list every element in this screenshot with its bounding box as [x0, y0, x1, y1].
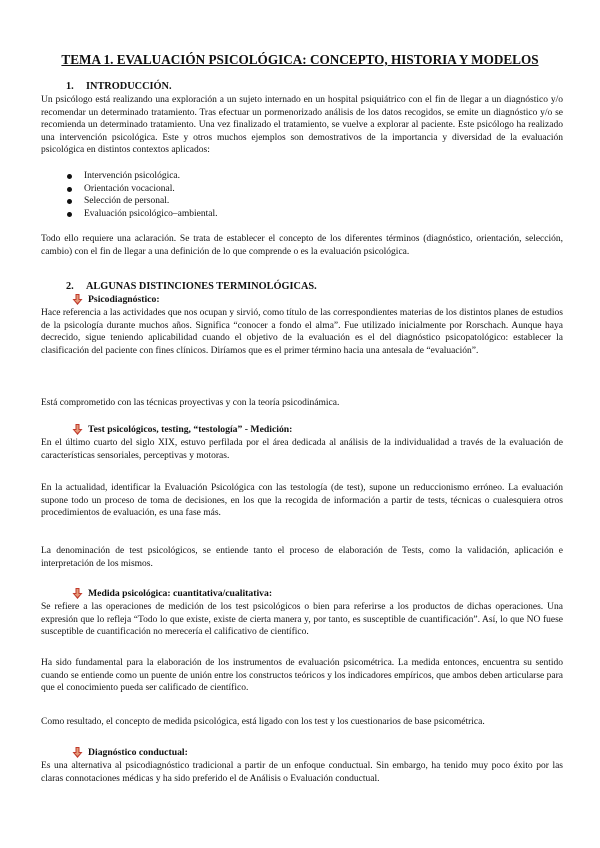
arrow-bullet-icon	[72, 424, 83, 435]
bullet-icon	[67, 212, 72, 217]
page-title: TEMA 1. EVALUACIÓN PSICOLÓGICA: CONCEPTO, HISTORIA Y MODELOS	[61, 52, 539, 67]
arrow-bullet-icon	[72, 747, 83, 758]
section-number: 2.	[66, 281, 74, 292]
applied-contexts-list	[66, 170, 218, 220]
arrow-bullet-icon	[72, 588, 83, 599]
bullet-icon	[67, 187, 72, 192]
section-heading-text: INTRODUCCIÓN.	[86, 81, 172, 92]
medida-paragraph-2: Ha sido fundamental para la elaboración de los instrumentos de evaluación psicométrica. La medida entonces, encuentra su sentido cuando se entiende como un puente de unión entre los constructos teóricos y los indicadores empíricos, que ambos deben articularse para que el conocimiento pueda ser calificado de científico.	[41, 658, 563, 694]
list-item: Intervención psicológica.	[66, 170, 218, 183]
list-item: Orientación vocacional.	[66, 183, 218, 196]
psicodiagnostico-paragraph-2: Está comprometido con las técnicas proyectivas y con la teoría psicodinámica.	[41, 398, 340, 408]
subheading-psicodiagnostico: Psicodiagnóstico:	[72, 294, 160, 305]
section-heading-text: ALGUNAS DISTINCIONES TERMINOLÓGICAS.	[86, 281, 317, 292]
list-item: Evaluación psicológico–ambiental.	[66, 208, 218, 221]
test-paragraph-2: En la actualidad, identificar la Evaluación Psicológica con las testología (de test), supone un reduccionismo erróneo. La evaluación supone todo un proceso de toma de decisiones, en los que la recogida de información a partir de tests, técnicas o cualesquiera otros procedimientos de evaluación, es una fase más.	[41, 483, 563, 519]
intro-paragraph-1: Un psicólogo está realizando una exploración a un sujeto internado en un hospital psiquiátrico con el fin de llegar a un diagnóstico y/o recomendar un determinado tratamiento. Tras efectuar un pormenorizado análisis de los datos recogidos, se emite un diagnóstico y/o se recomienda un determinado tratamiento. Una vez finalizado el tratamiento, se vuelve a explorar al paciente. Este psicólogo ha realizado una intervención psicológica. Este y otros muchos ejemplos son demostrativos de la importancia y diversidad de la evaluación psicológica en distintos contextos aplicados:	[41, 95, 563, 156]
conductual-paragraph-1: Es una alternativa al psicodiagnóstico tradicional a partir de un enfoque conductual. Sin embargo, ha tenido muy poco éxito por las claras connotaciones médicas y ha sido preferido el de Análisis o Evaluación conductual.	[41, 761, 563, 784]
bullet-icon	[67, 174, 72, 179]
psicodiagnostico-paragraph-1: Hace referencia a las actividades que nos ocupan y sirvió, como título de las correspondientes materias de los distintos planes de estudios de la psicología durante muchos años. Significa “conocer a fondo el alma”. Fue utilizado inicialmente por Rorschach. Aunque haya decrecido, sigue teniendo aplicabilidad cuando el objetivo de la evaluación es el del diagnóstico psicopatológico: establecer la clasificación del paciente con fines clínicos. Diríamos que es el primer término hacia una antesala de “evaluación”.	[41, 308, 563, 356]
subheading-diagnostico-conductual: Diagnóstico conductual:	[72, 747, 188, 758]
list-item: Selección de personal.	[66, 195, 218, 208]
section-heading-distinciones	[66, 281, 317, 292]
arrow-bullet-icon	[72, 294, 83, 305]
medida-paragraph-3: Como resultado, el concepto de medida psicológica, está ligado con los test y los cuestionarios de base psicométrica.	[41, 717, 485, 727]
test-paragraph-3: La denominación de test psicológicos, se entiende tanto el proceso de elaboración de Tests, como la validación, aplicación e interpretación de los mismos.	[41, 546, 563, 569]
subheading-test-psicologicos: Test psicológicos, testing, “testología” - Medición:	[72, 424, 292, 435]
bullet-icon	[67, 199, 72, 204]
section-heading-introduccion	[66, 81, 172, 92]
test-paragraph-1: En el último cuarto del siglo XIX, estuvo perfilada por el área dedicada al análisis de la individualidad a través de la evaluación de características sensoriales, perceptivas y motoras.	[41, 438, 563, 461]
section-number: 1.	[66, 81, 74, 92]
subheading-medida-psicologica: Medida psicológica: cuantitativa/cualitativa:	[72, 588, 272, 599]
medida-paragraph-1: Se refiere a las operaciones de medición de los test psicológicos o bien para referirse a los productos de dichas operaciones. Una expresión que lo refleja “Todo lo que existe, existe de cierta manera y, por tanto, es susceptible de cuantificación”. Así, lo que NO fuese susceptible de cuantificación no merecería el calificativo de científico.	[41, 602, 563, 638]
intro-paragraph-2: Todo ello requiere una aclaración. Se trata de establecer el concepto de los diferentes términos (diagnóstico, orientación, selección, cambio) con el fin de llegar a una definición de lo que comprende o es la evaluación psicológica.	[41, 234, 563, 257]
